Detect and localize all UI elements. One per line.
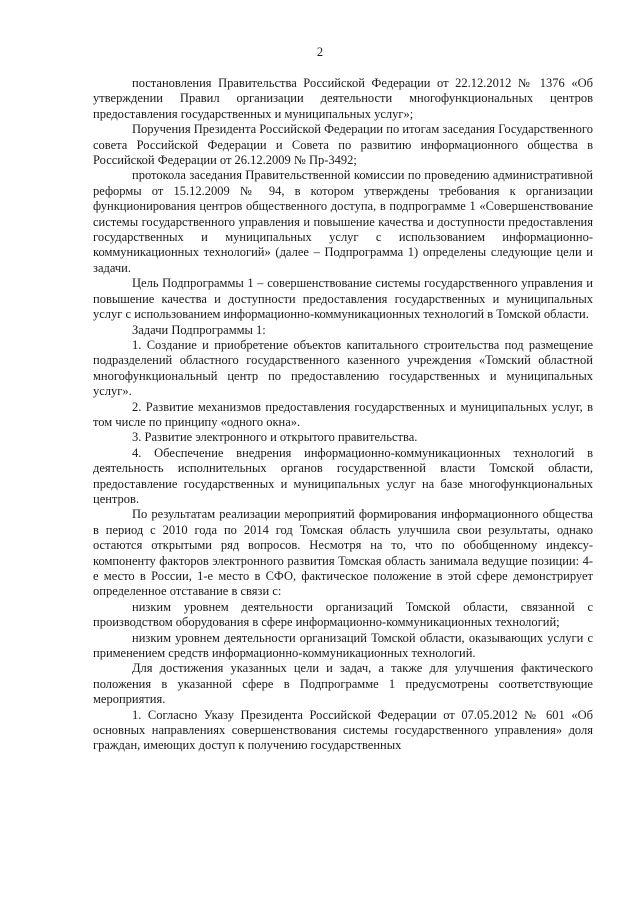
paragraph-president-order: Поручения Президента Российской Федерации по итогам заседания Государственного совета Российской Федерации и Совета по развитию информационного общества в Российской Федерации от 26.12.2009 № Пр-3492;: [93, 122, 593, 168]
paragraph-commission-protocol: протокола заседания Правительственной комиссии по проведению административной реформы от 15.12.2009 № 94, в котором утверждены требования к организации функционирования центров общественного доступа, в подпрограмме 1 «Совершенствование системы государственного управления и повышение качества и доступности предоставления государственных и муниципальных услуг с использованием информационно-коммуникационных технологий» (далее – Подпрограмма 1) определены следующие цели и задачи.: [93, 168, 593, 275]
paragraph-subprogram-goal: Цель Подпрограммы 1 – совершенствование системы государственного управления и повышение качества и доступности предоставления государственных и муниципальных услуг с использованием информационно-коммуникационных технологий в Томской области.: [93, 276, 593, 322]
paragraph-reason-1: низким уровнем деятельности организаций Томской области, связанной с производством оборудования в сфере информационно-коммуникационных технологий;: [93, 599, 593, 630]
paragraph-results: По результатам реализации мероприятий формирования информационного общества в период с 2010 года по 2014 год Томская область улучшила свои результаты, однако остаются открытыми ряд вопросов. Несмотря на то, что по обобщенному индексу-компоненту факторов электронного развития Томская область занимала ведущие позиции: 4-е место в России, 1-е место в СФО, фактическое положение в этой сфере демонстрирует определенное отставание в связи с:: [93, 507, 593, 599]
paragraph-decree-601: 1. Согласно Указу Президента Российской Федерации от 07.05.2012 № 601 «Об основных направлениях совершенствования системы государственного управления» доля граждан, имеющих доступ к получению государственных: [93, 707, 593, 753]
page-number: 2: [316, 45, 324, 59]
document-body: [93, 76, 593, 754]
paragraph-reason-2: низким уровнем деятельности организаций Томской области, оказывающих услуги с применением средств информационно-коммуникационных технологий.: [93, 630, 593, 661]
paragraph-tasks-heading: Задачи Подпрограммы 1:: [132, 322, 266, 337]
paragraph-measures: Для достижения указанных цели и задач, а также для улучшения фактического положения в указанной сфере в Подпрограмме 1 предусмотрены соответствующие мероприятия.: [93, 661, 593, 707]
paragraph-task-1: 1. Создание и приобретение объектов капитального строительства под размещение подразделений областного государственного казенного учреждения «Томский областной многофункциональный центр по предоставлению государственных и муниципальных услуг».: [93, 337, 593, 399]
paragraph-task-2: 2. Развитие механизмов предоставления государственных и муниципальных услуг, в том числе по принципу «одного окна».: [93, 399, 593, 429]
paragraph-decree-1376: постановления Правительства Российской Федерации от 22.12.2012 № 1376 «Об утверждении Правил организации деятельности многофункциональных центров предоставления государственных и муниципальных услуг»;: [93, 76, 593, 121]
paragraph-task-4: 4. Обеспечение внедрения информационно-коммуникационных технологий в деятельность исполнительных органов государственной власти Томской области, предоставление государственных и муниципальных услуг на базе многофункциональных центров.: [93, 445, 593, 506]
paragraph-task-3: 3. Развитие электронного и открытого правительства.: [132, 430, 418, 445]
